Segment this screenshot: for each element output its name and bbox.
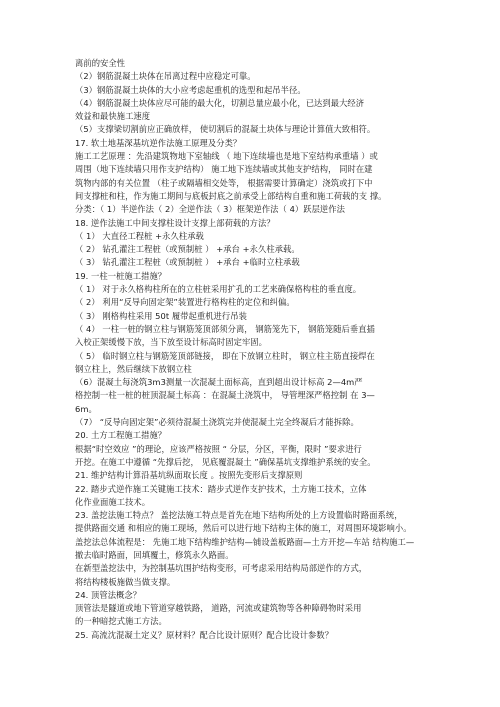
text-line: 间支撑桩和柱，作为施工期间与底板封底之前承受上部结构自重和施工荷载的支 撑。 bbox=[75, 190, 387, 201]
section-heading: 21. 维护结构计算沿基坑纵面取长度 。按照先变形后支撑原则 bbox=[75, 470, 303, 481]
list-item: （ 2） 利用“反导向固定架”装置进行格构柱的定位和纠偏。 bbox=[75, 297, 295, 308]
text-line: 撤去临时路面，回填覆土，修筑永久路面。 bbox=[75, 549, 234, 560]
text-line: 化作业面施工技术。 bbox=[75, 496, 151, 507]
text-line: （2）钢筋混凝土块体在吊离过程中应稳定可靠。 bbox=[75, 71, 256, 82]
section-heading: 23. 盖挖法施工特点？ 盖挖法施工特点是首先在地下结构所处的上方设置临时路面系统， bbox=[75, 510, 403, 521]
list-item: （ 3） 刚格构柱采用 50t 履带起重机进行吊装 bbox=[75, 310, 247, 321]
text-line: 效益和最快施工速度 bbox=[75, 111, 151, 122]
text-line: （4）钢筋混凝土块体应尽可能的最大化，切割总量应最小化，已达到最大经济 bbox=[75, 97, 365, 108]
text-line: 钢立柱上，然后继续下放钢立柱 bbox=[75, 363, 192, 374]
list-item: （6）混凝土每浇筑3m3测量一次混凝土面标高，直到超出设计标高 2—4m严 bbox=[75, 377, 363, 388]
text-line: 分类：（ 1）半逆作法（ 2）全逆作法（ 3）框架逆作法（ 4）跃层逆作法 bbox=[75, 204, 345, 215]
section-heading: 22. 踏步式逆作施工关键施工技术：踏步式逆作支护技术，土方施工技术，立体 bbox=[75, 483, 367, 494]
text-line: 6m。 bbox=[75, 403, 97, 414]
section-heading: 24. 顶管法概念？ bbox=[75, 589, 142, 600]
text-line: 筑物内部的有关位置 （柱子或隔墙相交处等， 根据需要计算确定）浇筑或打下中 bbox=[75, 177, 373, 188]
text-line: 根据“时空效应 ”的理论，应该严格按照 “ 分层，分区，平衡，限时 ”要求进行 bbox=[75, 443, 362, 454]
list-item: （ 3） 钻孔灌注工程桩（或预制桩 ） +承台 +临时立柱承载 bbox=[75, 257, 300, 268]
list-item: （ 1） 大直径工程桩 +永久柱承载 bbox=[75, 230, 204, 241]
text-line: 在新型盖挖法中，为控制基坑围护结构变形，可考虑采用结构局部逆作的方式， bbox=[75, 563, 368, 574]
text-line: 施工工艺原理 ：先沿建筑物地下室轴线 （ 地下连续墙也是地下室结构承重墙 ）或 bbox=[75, 151, 378, 162]
list-item: （ 1） 对于永久格构柱所在的立柱桩采用扩孔的工艺来确保格构柱的垂直度。 bbox=[75, 284, 362, 295]
section-heading: 17. 软土地基深基坑逆作法施工原理及分类？ bbox=[75, 137, 242, 148]
list-item: （ 4） 一柱一桩的钢立柱与钢筋笼顶部须分离， 钢筋笼先下， 钢筋笼随后垂直插 bbox=[75, 323, 375, 334]
text-line: 格控制一柱一桩的桩顶混凝土标高 ：在混凝土浇筑中， 导管埋深严格控制 在 3— bbox=[75, 390, 375, 401]
text-line: 的一种暗挖式施工方法。 bbox=[75, 616, 167, 627]
text-line: 提供路面交通 和相应的施工现场，然后可以进行地下结构主体的施工，对周围环境影响小。 bbox=[75, 523, 412, 534]
list-item: （ 2） 钻孔灌注工程桩（或预制桩 ） +承台 +永久柱承载。 bbox=[75, 244, 300, 255]
text-line: 入校正架缓慢下放，当下放至设计标高时固定牢固。 bbox=[75, 337, 267, 348]
section-heading: 19. 一柱一桩施工措施？ bbox=[75, 270, 167, 281]
text-line: （5）支撑梁切割前应正确放样， 使切割后的混凝土块体与理论计算值大致相符。 bbox=[75, 124, 376, 135]
list-item: （7） “反导向固定架”必须待混凝土浇筑完并使混凝土完全终凝后才能拆除。 bbox=[75, 417, 359, 428]
section-heading: 18. 逆作法施工中间支撑柱设计支撑上部荷载的方法？ bbox=[75, 217, 275, 228]
text-line: 顶管法是隧道或地下管道穿越铁路， 道路，河流或建筑物等各种障碍物时采用 bbox=[75, 603, 362, 614]
section-heading: 25. 高流沈混凝土定义？原材料？配合比设计原则？配合比设计参数？ bbox=[75, 629, 334, 640]
document-body bbox=[0, 57, 500, 642]
text-line: 周围（地下连续墙只用作支护结构） 施工地下连续墙或其他支护结构， 同时在建 bbox=[75, 164, 373, 175]
text-line: 离前的安全性 bbox=[75, 58, 126, 68]
text-line: （3）钢筋混凝土块体的大小应考虑起重机的选型和起吊半径。 bbox=[75, 84, 306, 95]
text-line: 盖挖法总体流程是： 先施工地下结构维护结构—铺设盖板路面—土方开挖—车站 结构施工— bbox=[75, 536, 415, 547]
section-heading: 20. 土方工程施工措施？ bbox=[75, 430, 167, 441]
text-line: 将结构楼板施做当做支撑。 bbox=[75, 576, 176, 587]
text-line: 开挖。在施工中遵循 “先撑后挖， 见底覆混凝土 ”确保基坑支撑维护系统的安全。 bbox=[75, 456, 376, 467]
list-item: （ 5） 临时钢立柱与钢筋笼顶部链接， 即在下放钢立柱时， 钢立柱主筋直接焊在 bbox=[75, 350, 375, 361]
